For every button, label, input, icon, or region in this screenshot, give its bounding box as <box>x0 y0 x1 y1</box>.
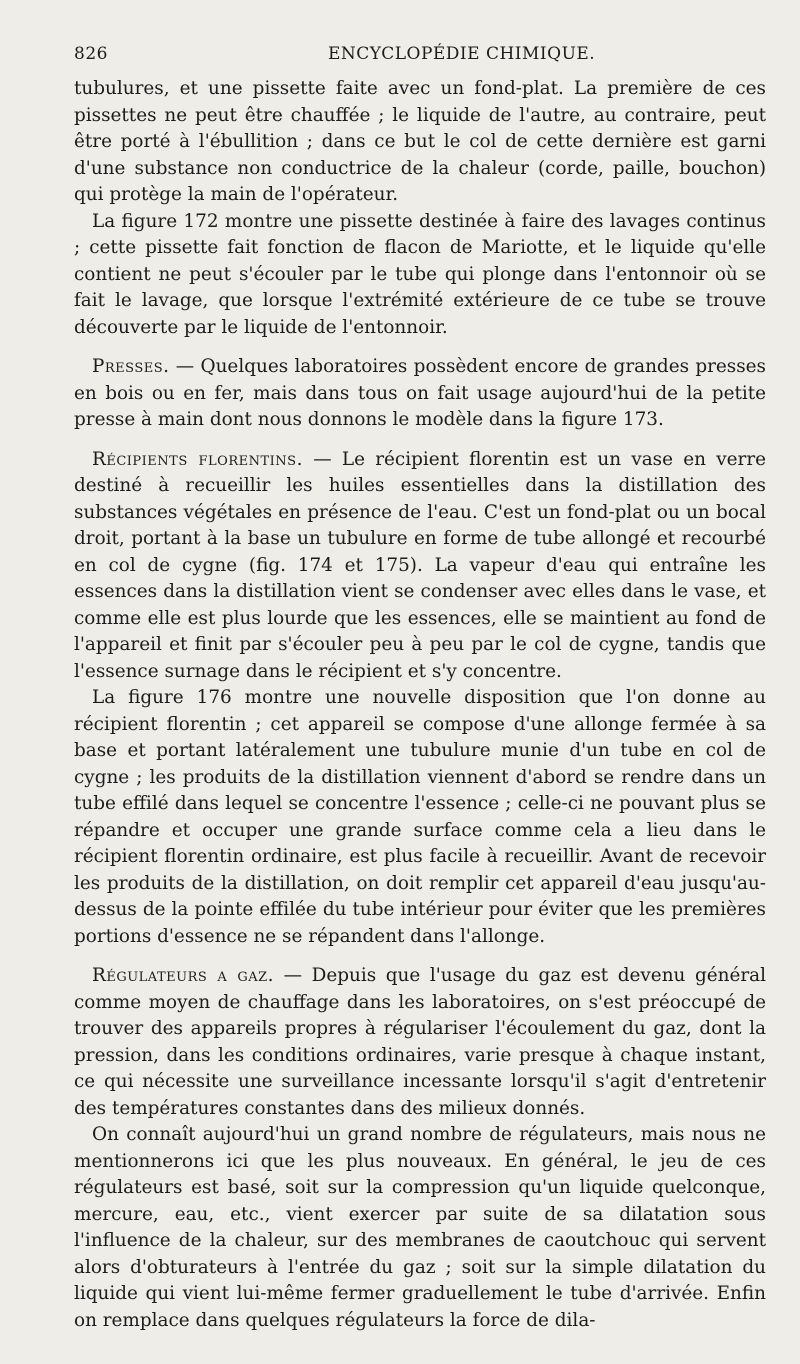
paragraph-regulateurs-types <box>74 1122 766 1334</box>
section-heading: Récipients florentins. <box>92 448 303 470</box>
paragraph-text: — Le récipient florentin est un vase en verre destiné à recueillir les huiles essentielles dans la distillation des substances végétales en présence de l'eau. C'est un fond-plat ou un bocal droit, portant à la base un tubulure en forme de tube allongé et recourbé en col de cygne (fig. 174 et 175). La vapeur d'eau qui entraîne les essences dans la distillation vient se condenser avec elles dans le vase, et comme elle est plus lourde que les essences, elle se maintient au fond de l'appareil et finit par s'écouler peu à peu par le col de cygne, tandis que l'essence surnage dans le récipient et s'y concentre. <box>74 448 767 682</box>
body-text <box>74 76 766 1334</box>
paragraph-text: tubulures, et une pissette faite avec un fond-plat. La première de ces pissettes ne peut être chauffée ; le liquide de l'autre, au contraire, peut être porté à l'ébullition ; dans ce but le col de cette dernière est garni d'une substance non conductrice de la chaleur (corde, paille, bouchon) qui protège la main de l'opérateur. <box>74 78 766 205</box>
section-presses <box>74 354 766 434</box>
section-heading: Régulateurs a gaz. <box>92 965 275 986</box>
paragraph-text: — Quelques laboratoires possèdent encore de grandes presses en bois ou en fer, mais dans tous on fait usage aujourd'hui de la petite presse à main dont nous donnons le modèle dans la figure 173. <box>74 356 766 430</box>
running-title: ENCYCLOPÉDIE CHIMIQUE. <box>328 44 596 64</box>
paragraph-pissettes-continued <box>74 76 766 209</box>
paragraph-text: On connaît aujourd'hui un grand nombre de régulateurs, mais nous ne mentionnerons ici que les plus nouveaux. En général, le jeu de ces régulateurs est basé, soit sur la compression qu'un liquide quelconque, mercure, eau, etc., vient exercer par suite de sa dilatation sous l'influence de la chaleur, sur des membranes de caoutchouc qui servent alors d'obturateurs à l'entrée du gaz ; soit sur la simple dilatation du liquide qui vient lui-même fermer graduellement le tube d'arrivée. Enfin on remplace dans quelques régulateurs la force de dila- <box>74 1124 766 1331</box>
paragraph-figure-172 <box>74 209 766 342</box>
section-regulateurs-a-gaz <box>74 963 766 1122</box>
paragraph-text: — Depuis que l'usage du gaz est devenu général comme moyen de chauffage dans les laboratoires, on s'est préoccupé de trouver des appareils propres à régulariser l'écoulement du gaz, dont la pression, dans les conditions ordinaires, varie presque à chaque instant, ce qui nécessite une surveillance incessante lorsqu'il s'agit d'entretenir des températures constantes dans des milieux donnés. <box>74 965 766 1119</box>
paragraph-text: La figure 176 montre une nouvelle disposition que l'on donne au récipient florentin ; cet appareil se compose d'une allonge fermée à sa base et portant latéralement une tubulure munie d'un tube en col de cygne ; les produits de la distillation viennent d'abord se rendre dans un tube effilé dans lequel se concentre l'essence ; celle-ci ne pouvant plus se répandre et occuper une grande surface comme cela a lieu dans le récipient florentin ordinaire, est plus facile à recueillir. Avant de recevoir les produits de la distillation, on doit remplir cet appareil d'eau jusqu'au-dessus de la pointe effilée du tube intérieur pour éviter que les premières portions d'essence ne se répandent dans l'allonge. <box>74 687 766 947</box>
paragraph-figure-176 <box>74 685 766 950</box>
page-header <box>74 44 764 68</box>
section-heading: Presses. <box>92 356 170 377</box>
paragraph-text: La figure 172 montre une pissette destinée à faire des lavages continus ; cette pissette fait fonction de flacon de Mariotte, et le liquide qu'elle contient ne peut s'écouler par le tube qui plonge dans l'entonnoir où se fait le lavage, que lorsque l'extrémité extérieure de ce tube se trouve découverte par le liquide de l'entonnoir. <box>74 210 766 338</box>
section-recipients-florentins <box>74 447 766 686</box>
page-number: 826 <box>74 44 108 64</box>
